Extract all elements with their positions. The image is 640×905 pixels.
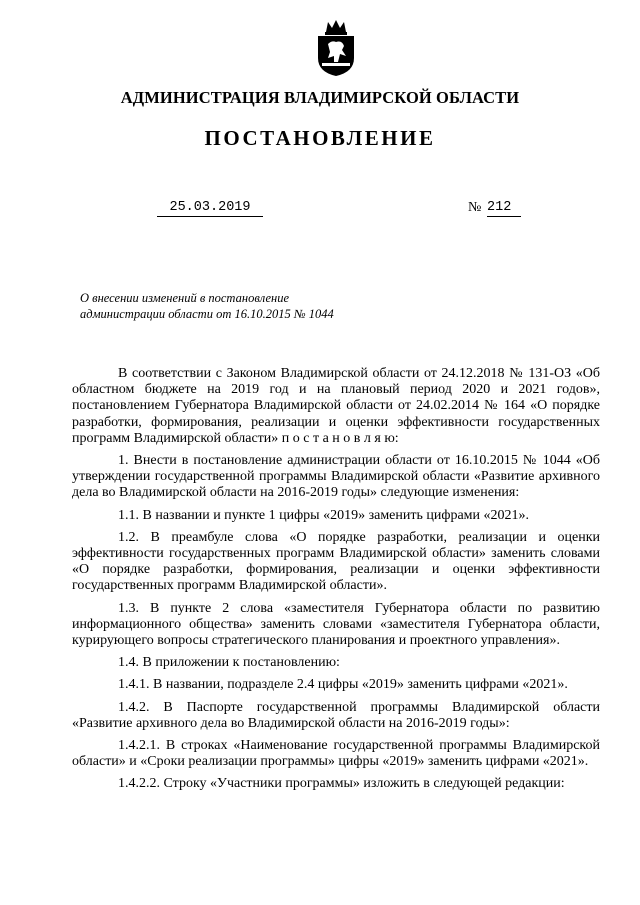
organization-title: АДМИНИСТРАЦИЯ ВЛАДИМИРСКОЙ ОБЛАСТИ xyxy=(120,88,520,107)
paragraph-1-2: 1.2. В преамбуле слова «О порядке разработки, реализации и оценки эффективности государственных программ Владимирской области» заменить словами «О порядке разработки, формирования, реализации и оценки эффективности государственных программ Владимирской области». xyxy=(72,529,600,594)
paragraph-1-1: 1.1. В названии и пункте 1 цифры «2019» заменить цифрами «2021». xyxy=(118,507,530,523)
paragraph-1-4-2: 1.4.2. В Паспорте государственной программы Владимирской области «Развитие архивного дела во Владимирской области на 2016-2019 годы»: xyxy=(72,699,600,731)
paragraph-1-4-1: 1.4.1. В названии, подразделе 2.4 цифры «2019» заменить цифрами «2021». xyxy=(118,677,568,693)
document-subject xyxy=(80,290,334,322)
document-date: 25.03.2019 xyxy=(157,200,263,217)
subject-line-1: О внесении изменений в постановление xyxy=(80,291,290,305)
coat-of-arms-icon xyxy=(312,18,360,78)
document-type-title: ПОСТАНОВЛЕНИЕ xyxy=(204,126,436,150)
paragraph-1-4-2-1: 1.4.2.1. В строках «Наименование государственной программы Владимирской области» и «Сроки реализации программы» цифры «2019» заменить цифрами «2021». xyxy=(72,738,600,770)
subject-line-2: администрации области от 16.10.2015 № 1044 xyxy=(80,307,334,321)
number-label: № xyxy=(468,200,482,215)
paragraph-1-3: 1.3. В пункте 2 слова «заместителя Губернатора области по развитию информационного общества» заменить словами «заместителя Губернатора области, курирующего вопросы стратегического планирования и проектного управления». xyxy=(72,600,600,649)
document-body xyxy=(72,366,600,797)
paragraph-preamble: В соответствии с Законом Владимирской области от 24.12.2018 № 131-ОЗ «Об областном бюджете на 2019 год и на плановый период 2020 и 2021 годов», постановлением Губернатора Владимирской области от 24.02.2014 № 164 «О порядке разработки, формирования, реализации и оценки эффективности государственных программ Владимирской области» п о с т а н о в л я ю: xyxy=(72,366,600,446)
document-number: 212 xyxy=(487,200,521,217)
paragraph-1: 1. Внести в постановление администрации области от 16.10.2015 № 1044 «Об утверждении государственной программы Владимирской области «Развитие архивного дела во Владимирской области на 2016-2019 годы» следующие изменения: xyxy=(72,453,600,501)
paragraph-1-4: 1.4. В приложении к постановлению: xyxy=(118,655,340,671)
paragraph-1-4-2-2: 1.4.2.2. Строку «Участники программы» изложить в следующей редакции: xyxy=(118,776,565,792)
